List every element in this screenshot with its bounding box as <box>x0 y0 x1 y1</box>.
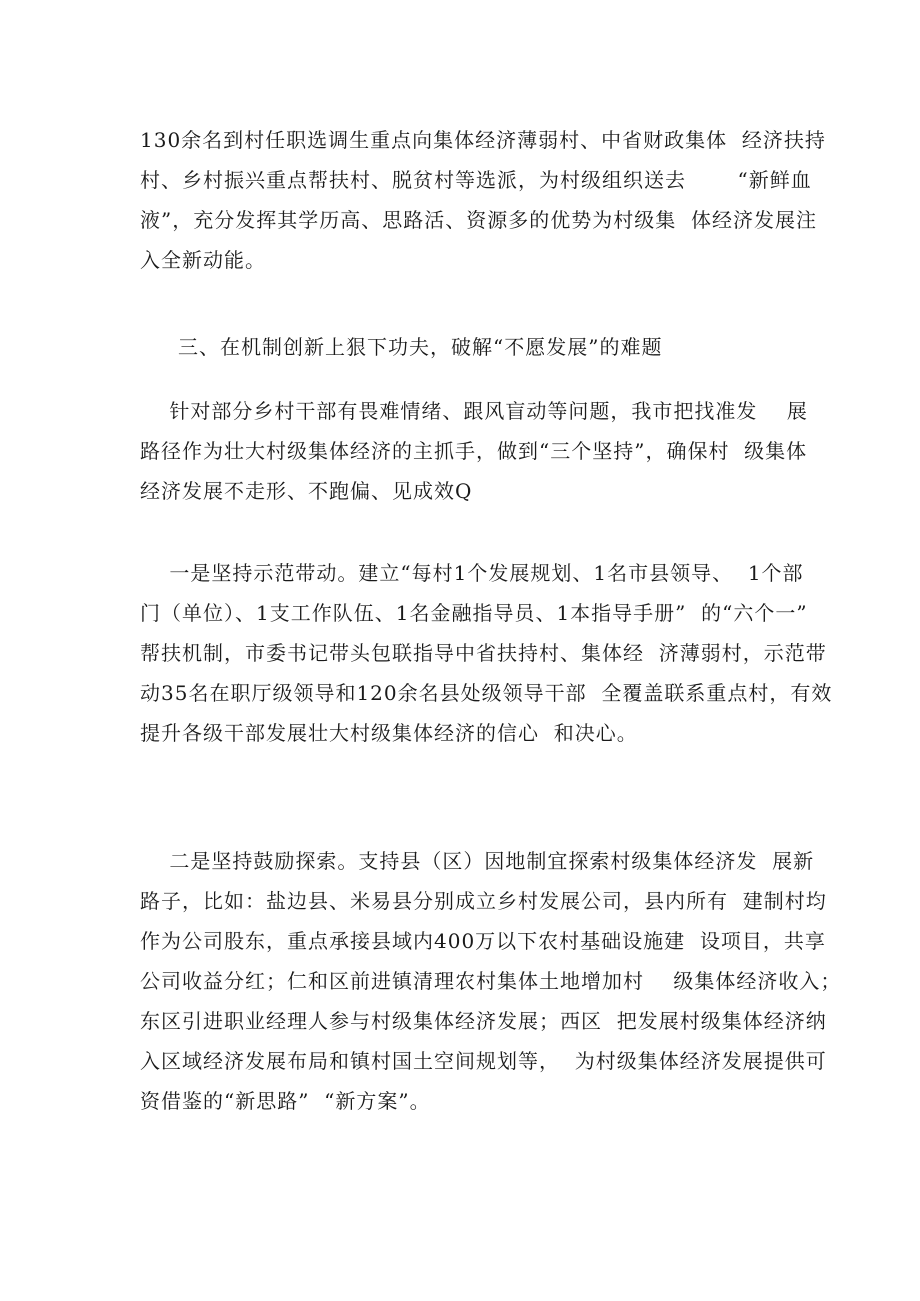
paragraph-line: 帮扶机制，市委书记带头包联指导中省扶持村、集体经 济薄弱村，示范带 <box>140 641 827 665</box>
paragraph-3 <box>140 553 833 753</box>
paragraph-line: 东区引进职业经理人参与村级集体经济发展；西区 把发展村级集体经济纳 <box>140 1009 827 1033</box>
paragraph-line: 入全新动能。 <box>140 248 266 272</box>
paragraph-line: 动35名在职厅级领导和120余名县处级领导干部 全覆盖联系重点村，有效 <box>140 681 833 705</box>
paragraph-line: 公司收益分红；仁和区前进镇清理农村集体土地增加村 级集体经济收入； <box>140 969 842 993</box>
paragraph-line: 液”，充分发挥其学历高、思路活、资源多的优势为村级集 体经济发展注 <box>140 208 817 232</box>
paragraph-line: 作为公司股东，重点承接县域内400万以下农村基础设施建 设项目，共享 <box>140 929 826 953</box>
paragraph-line: 村、乡村振兴重点帮扶村、脱贫村等选派，为村级组织送去 “新鲜血 <box>140 168 812 192</box>
paragraph-line: 针对部分乡村干部有畏难情绪、跟风盲动等问题，我市把找准发 展 <box>140 399 808 423</box>
paragraph-line: 入区域经济发展布局和镇村国土空间规划等， 为村级集体经济发展提供可 <box>140 1049 827 1073</box>
paragraph-line: 一是坚持示范带动。建立“每村1个发展规划、1名市县领导、 1个部 <box>140 561 804 585</box>
paragraph-line: 资借鉴的“新思路” “新方案”。 <box>140 1089 431 1113</box>
paragraph-line: 提升各级干部发展壮大村级集体经济的信心 和决心。 <box>140 721 638 745</box>
paragraph-line: 二是坚持鼓励探索。支持县（区）因地制宜探索村级集体经济发 展新 <box>140 849 815 873</box>
paragraph-line: 路子，比如：盐边县、米易县分别成立乡村发展公司，县内所有 建制村均 <box>140 889 827 913</box>
paragraph-2 <box>140 391 808 511</box>
paragraph-line: 130余名到村任职选调生重点向集体经济薄弱村、中省财政集体 经济扶持 <box>140 128 826 152</box>
paragraph-line: 路径作为壮大村级集体经济的主抓手，做到“三个坚持”，确保村 级集体 <box>140 439 808 463</box>
paragraph-1 <box>140 120 826 280</box>
paragraph-line: 经济发展不走形、不跑偏、见成效Q <box>140 479 473 503</box>
section-heading: 三、在机制创新上狠下功夫，破解“不愿发展”的难题 <box>178 335 663 359</box>
paragraph-line: 门（单位）、1支工作队伍、1名金融指导员、1本指导手册” 的“六个一” <box>140 601 808 625</box>
paragraph-4 <box>140 841 842 1121</box>
